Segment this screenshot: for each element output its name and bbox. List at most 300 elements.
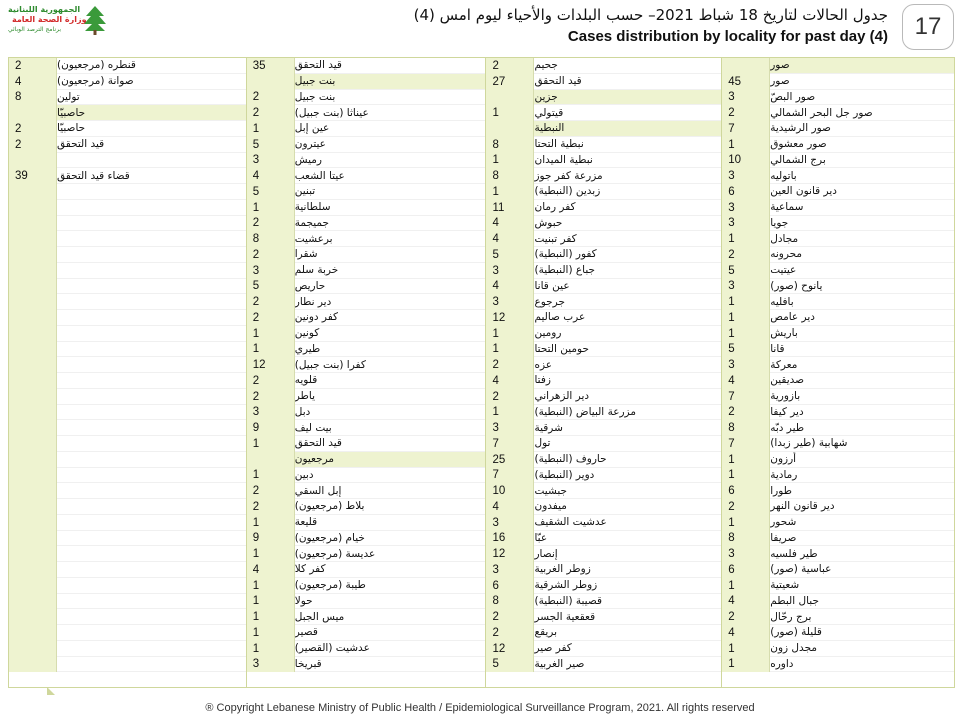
- case-count: 1: [486, 342, 534, 358]
- locality-name: كونين: [295, 326, 486, 342]
- case-count: 1: [722, 137, 770, 153]
- locality-name: كفر صير: [534, 641, 721, 657]
- case-count: 5: [722, 342, 770, 358]
- table-row: [247, 247, 486, 263]
- case-count: 45: [722, 74, 770, 90]
- case-count: 1: [722, 231, 770, 247]
- table-row: [486, 483, 721, 499]
- case-count: [486, 121, 534, 137]
- case-count: 1: [486, 153, 534, 169]
- locality-name: النبطية: [534, 121, 721, 137]
- table-row: [722, 531, 954, 547]
- case-count: [9, 357, 57, 373]
- locality-name: داوره: [770, 657, 954, 673]
- table-row: [486, 121, 721, 137]
- table-row: [486, 200, 721, 216]
- case-count: 2: [486, 625, 534, 641]
- case-count: 2: [486, 58, 534, 74]
- locality-name: طورا: [770, 483, 954, 499]
- case-count: 1: [722, 578, 770, 594]
- case-count: [722, 58, 770, 74]
- locality-name: حاريص: [295, 279, 486, 295]
- locality-name: قليعة: [295, 515, 486, 531]
- locality-name: قضاء قيد التحقق: [57, 168, 246, 184]
- table-row: [247, 294, 486, 310]
- table-row: [9, 452, 246, 468]
- locality-name: مجدل زون: [770, 641, 954, 657]
- locality-name: قلويه: [295, 373, 486, 389]
- locality-name: [57, 609, 246, 625]
- locality-name: رومين: [534, 326, 721, 342]
- case-count: 4: [722, 594, 770, 610]
- locality-name: [57, 279, 246, 295]
- case-count: 1: [247, 121, 295, 137]
- locality-name: قيد التحقق: [534, 74, 721, 90]
- table-row: [247, 436, 486, 452]
- locality-name: عبّا: [534, 531, 721, 547]
- table-row: [486, 168, 721, 184]
- case-count: 3: [247, 657, 295, 673]
- locality-name: بافليه: [770, 294, 954, 310]
- case-count: 6: [722, 562, 770, 578]
- case-count: 6: [722, 483, 770, 499]
- case-count: [9, 310, 57, 326]
- case-count: 1: [722, 468, 770, 484]
- case-count: [9, 216, 57, 232]
- case-count: 2: [486, 357, 534, 373]
- case-count: [9, 468, 57, 484]
- case-count: 4: [486, 279, 534, 295]
- case-count: 4: [722, 373, 770, 389]
- case-count: [9, 405, 57, 421]
- table-row: [9, 231, 246, 247]
- locality-name: جزين: [534, 90, 721, 106]
- locality-name: زبدين (النبطية): [534, 184, 721, 200]
- table-row: [486, 578, 721, 594]
- table-row: [9, 74, 246, 90]
- table-row: [9, 216, 246, 232]
- table-row: [9, 657, 246, 673]
- locality-name: جبشيت: [534, 483, 721, 499]
- table-row: [247, 121, 486, 137]
- locality-name: [57, 531, 246, 547]
- locality-name: عدشيت الشقيف: [534, 515, 721, 531]
- locality-name: زوطر الغربية: [534, 562, 721, 578]
- case-count: 4: [486, 231, 534, 247]
- locality-name: دير الزهراني: [534, 389, 721, 405]
- case-count: 3: [722, 546, 770, 562]
- case-count: [9, 515, 57, 531]
- table-row: [247, 483, 486, 499]
- case-count: 1: [722, 657, 770, 673]
- case-count: 6: [722, 184, 770, 200]
- case-count: 7: [722, 121, 770, 137]
- locality-name: عين إبل: [295, 121, 486, 137]
- case-count: 4: [247, 562, 295, 578]
- case-count: [9, 231, 57, 247]
- case-count: 27: [486, 74, 534, 90]
- locality-name: [57, 357, 246, 373]
- case-count: 3: [247, 153, 295, 169]
- table-row: [247, 578, 486, 594]
- table-row: [9, 184, 246, 200]
- table-row: [486, 562, 721, 578]
- case-count: 2: [247, 483, 295, 499]
- table-row: [9, 594, 246, 610]
- case-count: 11: [486, 200, 534, 216]
- locality-name: صريفا: [770, 531, 954, 547]
- locality-name: صديقين: [770, 373, 954, 389]
- case-count: 1: [247, 326, 295, 342]
- page-title-arabic: جدول الحالات لتاريخ 18 شباط 2021– حسب البلدات والأحياء ليوم امس (4): [413, 6, 888, 24]
- table-row: [722, 90, 954, 106]
- locality-name: أرزون: [770, 452, 954, 468]
- locality-name: ميس الجبل: [295, 609, 486, 625]
- case-count: 1: [247, 641, 295, 657]
- locality-name: [57, 657, 246, 673]
- table-row: [722, 609, 954, 625]
- case-count: [9, 641, 57, 657]
- table-row: [247, 231, 486, 247]
- case-count: 4: [247, 168, 295, 184]
- locality-name: كفر تبنيت: [534, 231, 721, 247]
- table-row: [722, 641, 954, 657]
- locality-name: جباع (النبطية): [534, 263, 721, 279]
- table-row: [722, 483, 954, 499]
- table-row: [247, 90, 486, 106]
- case-count: 5: [486, 247, 534, 263]
- table-row: [486, 641, 721, 657]
- locality-name: طيبة (مرجعيون): [295, 578, 486, 594]
- locality-name: قيتولي: [534, 105, 721, 121]
- table-row: [486, 499, 721, 515]
- locality-name: ياطر: [295, 389, 486, 405]
- table-row: [486, 105, 721, 121]
- table-row: [486, 294, 721, 310]
- locality-name: عباسية (صور): [770, 562, 954, 578]
- case-count: 7: [722, 436, 770, 452]
- locality-name: [57, 436, 246, 452]
- table-row: [247, 562, 486, 578]
- table-row: [722, 578, 954, 594]
- table-row: [247, 373, 486, 389]
- locality-name: مزرعة كفر جوز: [534, 168, 721, 184]
- case-count: [9, 657, 57, 673]
- table-row: [247, 326, 486, 342]
- table-row: [722, 310, 954, 326]
- locality-name: إنصار: [534, 546, 721, 562]
- case-count: 25: [486, 452, 534, 468]
- table-row: [247, 452, 486, 468]
- case-count: 12: [486, 641, 534, 657]
- case-count: 2: [9, 58, 57, 74]
- table-row: [486, 594, 721, 610]
- case-count: 7: [486, 468, 534, 484]
- locality-name: حاصبيّا: [57, 121, 246, 137]
- case-count: 4: [486, 499, 534, 515]
- case-count: 8: [486, 137, 534, 153]
- case-count: [247, 74, 295, 90]
- locality-name: [57, 231, 246, 247]
- corner-marker: [47, 687, 55, 695]
- locality-name: حبوش: [534, 216, 721, 232]
- case-count: 3: [486, 562, 534, 578]
- table-row: [247, 420, 486, 436]
- locality-name: صير الغربية: [534, 657, 721, 673]
- locality-name: تول: [534, 436, 721, 452]
- locality-name: برج الشمالي: [770, 153, 954, 169]
- case-count: [9, 389, 57, 405]
- locality-name: [57, 452, 246, 468]
- locality-name: قعقعية الجسر: [534, 609, 721, 625]
- case-count: 3: [722, 200, 770, 216]
- locality-name: قيد التحقق: [295, 436, 486, 452]
- table-row: [247, 594, 486, 610]
- locality-name: قصيبة (النبطية): [534, 594, 721, 610]
- table-row: [486, 531, 721, 547]
- locality-name: عرب صاليم: [534, 310, 721, 326]
- table-row: [722, 468, 954, 484]
- case-count: 5: [247, 279, 295, 295]
- table-row: [486, 609, 721, 625]
- case-count: [247, 452, 295, 468]
- table-row: [9, 468, 246, 484]
- locality-name: عيتا الشعب: [295, 168, 486, 184]
- locality-name: دبين: [295, 468, 486, 484]
- locality-name: [57, 546, 246, 562]
- table-row: [722, 389, 954, 405]
- case-count: 3: [486, 515, 534, 531]
- case-count: 8: [486, 168, 534, 184]
- cases-table: [8, 57, 955, 688]
- locality-name: صور: [770, 74, 954, 90]
- locality-name: جحيم: [534, 58, 721, 74]
- case-count: 5: [247, 184, 295, 200]
- table-row: [486, 74, 721, 90]
- case-count: [9, 200, 57, 216]
- case-count: 2: [247, 310, 295, 326]
- locality-name: دير نطار: [295, 294, 486, 310]
- case-count: 1: [247, 515, 295, 531]
- case-count: 2: [247, 389, 295, 405]
- table-row: [486, 546, 721, 562]
- locality-name: معركة: [770, 357, 954, 373]
- case-count: 12: [486, 546, 534, 562]
- table-row: [9, 531, 246, 547]
- locality-name: عيناثا (بنت جبيل): [295, 105, 486, 121]
- case-count: 1: [247, 625, 295, 641]
- locality-name: حاصبيّا: [57, 105, 246, 121]
- case-count: 35: [247, 58, 295, 74]
- case-count: 1: [247, 200, 295, 216]
- locality-name: باتوليه: [770, 168, 954, 184]
- locality-name: بلاط (مرجعيون): [295, 499, 486, 515]
- locality-name: قانا: [770, 342, 954, 358]
- case-count: 5: [722, 263, 770, 279]
- locality-name: قيد التحقق: [295, 58, 486, 74]
- case-count: 2: [722, 499, 770, 515]
- case-count: [9, 326, 57, 342]
- locality-name: [57, 326, 246, 342]
- column-group: [9, 58, 246, 687]
- column-group: [246, 58, 486, 687]
- table-row: [486, 373, 721, 389]
- table-row: [9, 105, 246, 121]
- logo-line-ministry: وزارة الصحة العامة: [12, 15, 87, 24]
- locality-name: قنطره (مرجعيون): [57, 58, 246, 74]
- locality-name: [57, 594, 246, 610]
- table-row: [486, 420, 721, 436]
- locality-name: [57, 184, 246, 200]
- locality-name: دير عامص: [770, 310, 954, 326]
- table-row: [486, 247, 721, 263]
- locality-name: كفر رمان: [534, 200, 721, 216]
- case-count: 2: [486, 609, 534, 625]
- locality-name: دير كيفا: [770, 405, 954, 421]
- table-row: [9, 137, 246, 153]
- case-count: 2: [247, 90, 295, 106]
- case-count: [9, 562, 57, 578]
- case-count: 3: [247, 405, 295, 421]
- table-row: [9, 483, 246, 499]
- locality-name: شحور: [770, 515, 954, 531]
- table-row: [247, 74, 486, 90]
- table-row: [486, 90, 721, 106]
- locality-name: حولا: [295, 594, 486, 610]
- table-row: [722, 231, 954, 247]
- table-row: [722, 546, 954, 562]
- case-count: 1: [722, 452, 770, 468]
- locality-name: جرجوع: [534, 294, 721, 310]
- case-count: 9: [247, 420, 295, 436]
- table-row: [722, 58, 954, 74]
- table-row: [486, 515, 721, 531]
- table-row: [722, 326, 954, 342]
- locality-name: شقرا: [295, 247, 486, 263]
- locality-name: [57, 515, 246, 531]
- locality-name: بنت جبيل: [295, 90, 486, 106]
- locality-name: [57, 578, 246, 594]
- table-row: [722, 657, 954, 673]
- case-count: 7: [722, 389, 770, 405]
- locality-name: صور الرشيدية: [770, 121, 954, 137]
- table-row: [247, 625, 486, 641]
- table-row: [486, 263, 721, 279]
- case-count: 1: [722, 294, 770, 310]
- table-row: [9, 641, 246, 657]
- table-row: [722, 342, 954, 358]
- table-row: [722, 420, 954, 436]
- table-row: [247, 468, 486, 484]
- page-title-english: Cases distribution by locality for past day (4): [567, 28, 888, 45]
- table-row: [247, 105, 486, 121]
- table-row: [486, 625, 721, 641]
- case-count: 2: [9, 137, 57, 153]
- locality-name: محرونه: [770, 247, 954, 263]
- locality-name: زوطر الشرقية: [534, 578, 721, 594]
- case-count: [486, 90, 534, 106]
- locality-name: [57, 263, 246, 279]
- case-count: 6: [486, 578, 534, 594]
- case-count: [9, 546, 57, 562]
- case-count: 7: [486, 436, 534, 452]
- locality-name: [57, 389, 246, 405]
- table-row: [486, 184, 721, 200]
- locality-name: [57, 562, 246, 578]
- table-row: [247, 609, 486, 625]
- table-row: [9, 373, 246, 389]
- locality-name: حاروف (النبطية): [534, 452, 721, 468]
- case-count: 1: [247, 594, 295, 610]
- locality-name: [57, 483, 246, 499]
- locality-name: شرقية: [534, 420, 721, 436]
- locality-name: نبطية التحتا: [534, 137, 721, 153]
- locality-name: شعيتية: [770, 578, 954, 594]
- locality-name: كفر كلا: [295, 562, 486, 578]
- case-count: [9, 153, 57, 169]
- table-row: [247, 641, 486, 657]
- table-row: [722, 137, 954, 153]
- table-row: [9, 515, 246, 531]
- table-row: [722, 184, 954, 200]
- table-row: [486, 389, 721, 405]
- case-count: 1: [722, 326, 770, 342]
- case-count: 2: [722, 609, 770, 625]
- table-row: [722, 452, 954, 468]
- locality-name: [57, 153, 246, 169]
- locality-name: قصير: [295, 625, 486, 641]
- case-count: 9: [247, 531, 295, 547]
- column-group: [485, 58, 721, 687]
- table-row: [486, 357, 721, 373]
- table-row: [247, 546, 486, 562]
- locality-name: برعشيت: [295, 231, 486, 247]
- table-row: [9, 294, 246, 310]
- locality-name: صور معشوق: [770, 137, 954, 153]
- case-count: 1: [722, 515, 770, 531]
- table-row: [247, 342, 486, 358]
- case-count: 4: [486, 373, 534, 389]
- case-count: [9, 531, 57, 547]
- case-count: 1: [486, 184, 534, 200]
- table-row: [722, 263, 954, 279]
- locality-name: جويا: [770, 216, 954, 232]
- table-row: [9, 326, 246, 342]
- table-row: [486, 58, 721, 74]
- locality-name: بريقع: [534, 625, 721, 641]
- table-row: [9, 247, 246, 263]
- table-row: [9, 200, 246, 216]
- locality-name: قبريخا: [295, 657, 486, 673]
- case-count: 8: [486, 594, 534, 610]
- table-row: [247, 216, 486, 232]
- locality-name: [57, 420, 246, 436]
- table-row: [247, 657, 486, 673]
- table-row: [247, 531, 486, 547]
- table-row: [486, 326, 721, 342]
- case-count: [9, 578, 57, 594]
- case-count: 12: [486, 310, 534, 326]
- case-count: [9, 105, 57, 121]
- locality-name: تولين: [57, 90, 246, 106]
- case-count: [9, 625, 57, 641]
- case-count: 4: [9, 74, 57, 90]
- locality-name: [57, 200, 246, 216]
- case-count: 1: [722, 310, 770, 326]
- case-count: 12: [247, 357, 295, 373]
- case-count: 8: [9, 90, 57, 106]
- table-row: [247, 184, 486, 200]
